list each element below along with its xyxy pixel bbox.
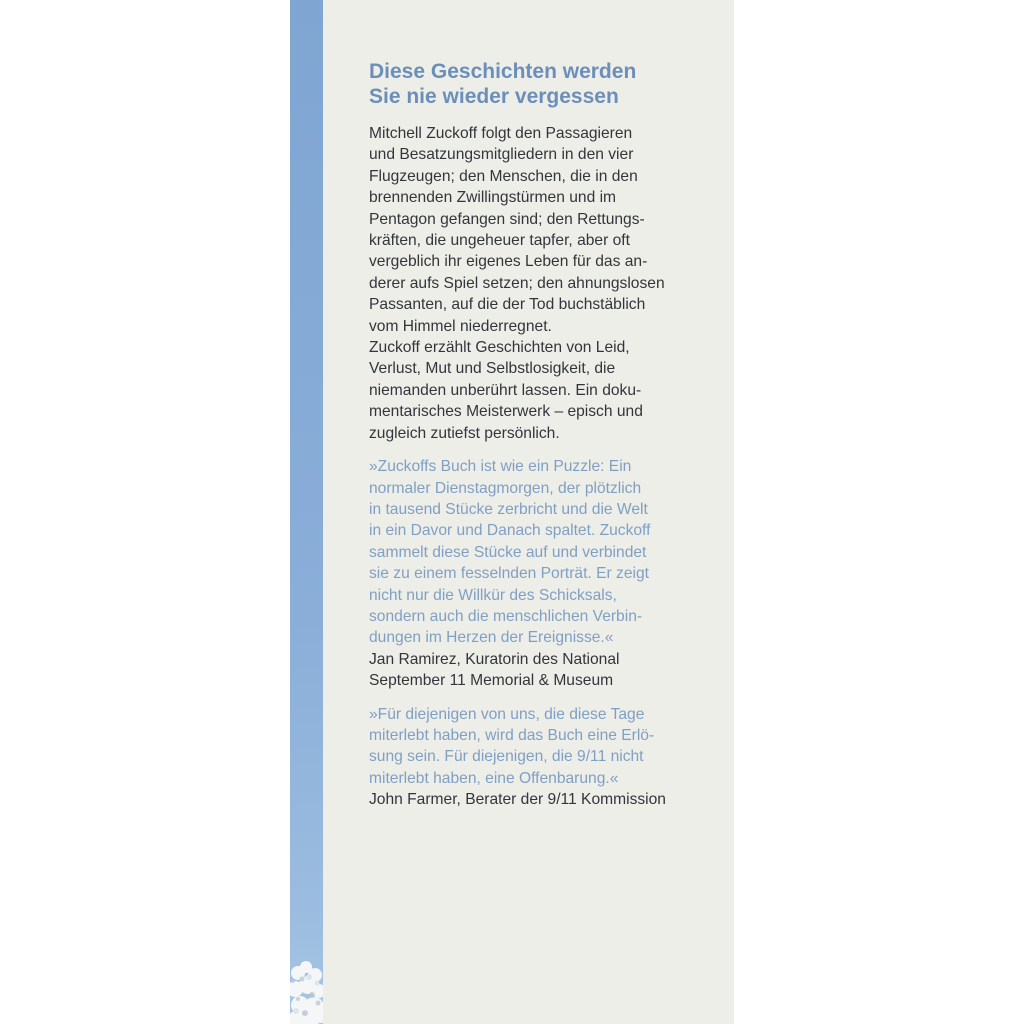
- spacer: [369, 692, 699, 704]
- description-line: Flugzeugen; den Menschen, die in den: [369, 167, 638, 185]
- description-line: vergeblich ihr eigenes Leben für das an-: [369, 253, 648, 271]
- description-line: Mitchell Zuckoff folgt den Passagieren: [369, 125, 633, 142]
- review-quote-farmer: [369, 704, 699, 790]
- quote-line: »Für diejenigen von uns, die diese Tage: [369, 705, 645, 723]
- description-line: kräften, die ungeheuer tapfer, aber oft: [369, 232, 630, 250]
- headline-line: Diese Geschichten werden: [369, 60, 637, 83]
- description-line: Zuckoff erzählt Geschichten von Leid,: [369, 339, 630, 357]
- quote-line: sondern auch die menschlichen Verbin-: [369, 607, 643, 625]
- quote-line: »Zuckoffs Buch ist wie ein Puzzle: Ein: [369, 458, 632, 476]
- description-line: derer aufs Spiel setzen; den ahnungslosen: [369, 274, 665, 292]
- description-text: [369, 123, 699, 444]
- back-cover-content: [369, 59, 699, 811]
- attribution-line: September 11 Memorial & Museum: [369, 672, 614, 690]
- quote-line: sung sein. Für diejenigen, die 9/11 nicht: [369, 748, 644, 766]
- quote-attribution-ramirez: [369, 649, 699, 692]
- quote-line: in ein Davor und Danach spaltet. Zuckoff: [369, 522, 651, 540]
- description-line: vom Himmel niederregnet.: [369, 317, 552, 335]
- quote-line: nicht nur die Willkür des Schicksals,: [369, 586, 617, 604]
- quote-line: sie zu einem fesselnden Porträt. Er zeigt: [369, 565, 649, 583]
- headline: [369, 59, 699, 109]
- description-line: Pentagon gefangen sind; den Rettungs-: [369, 210, 645, 228]
- description-line: mentarisches Meisterwerk – episch und: [369, 403, 643, 421]
- description-line: brennenden Zwillingstürmen und im: [369, 189, 617, 207]
- headline-line: Sie nie wieder vergessen: [369, 85, 619, 108]
- quote-line: in tausend Stücke zerbricht und die Welt: [369, 500, 648, 518]
- attribution-line: John Farmer, Berater der 9/11 Kommission: [369, 791, 666, 809]
- quote-line: dungen im Herzen der Ereignisse.«: [369, 629, 614, 647]
- cloud-image-fragment: [290, 955, 323, 1024]
- description-line: Verlust, Mut und Selbstlosigkeit, die: [369, 360, 616, 378]
- review-quote-ramirez: [369, 456, 699, 649]
- quote-line: miterlebt haben, eine Offenbarung.«: [369, 769, 619, 787]
- description-line: und Besatzungsmitgliedern in den vier: [369, 146, 634, 164]
- blue-sky-strip: [290, 0, 323, 1024]
- description-line: zugleich zutiefst persönlich.: [369, 424, 560, 442]
- description-line: niemanden unberührt lassen. Ein doku-: [369, 381, 642, 399]
- quote-line: sammelt diese Stücke auf und verbindet: [369, 543, 647, 561]
- spacer: [369, 444, 699, 456]
- description-line: Passanten, auf die der Tod buchstäblich: [369, 296, 646, 314]
- quote-line: normaler Dienstagmorgen, der plötzlich: [369, 479, 642, 497]
- attribution-line: Jan Ramirez, Kuratorin des National: [369, 650, 620, 668]
- quote-attribution-farmer: [369, 789, 699, 810]
- quote-line: miterlebt haben, wird das Buch eine Erlö-: [369, 726, 655, 744]
